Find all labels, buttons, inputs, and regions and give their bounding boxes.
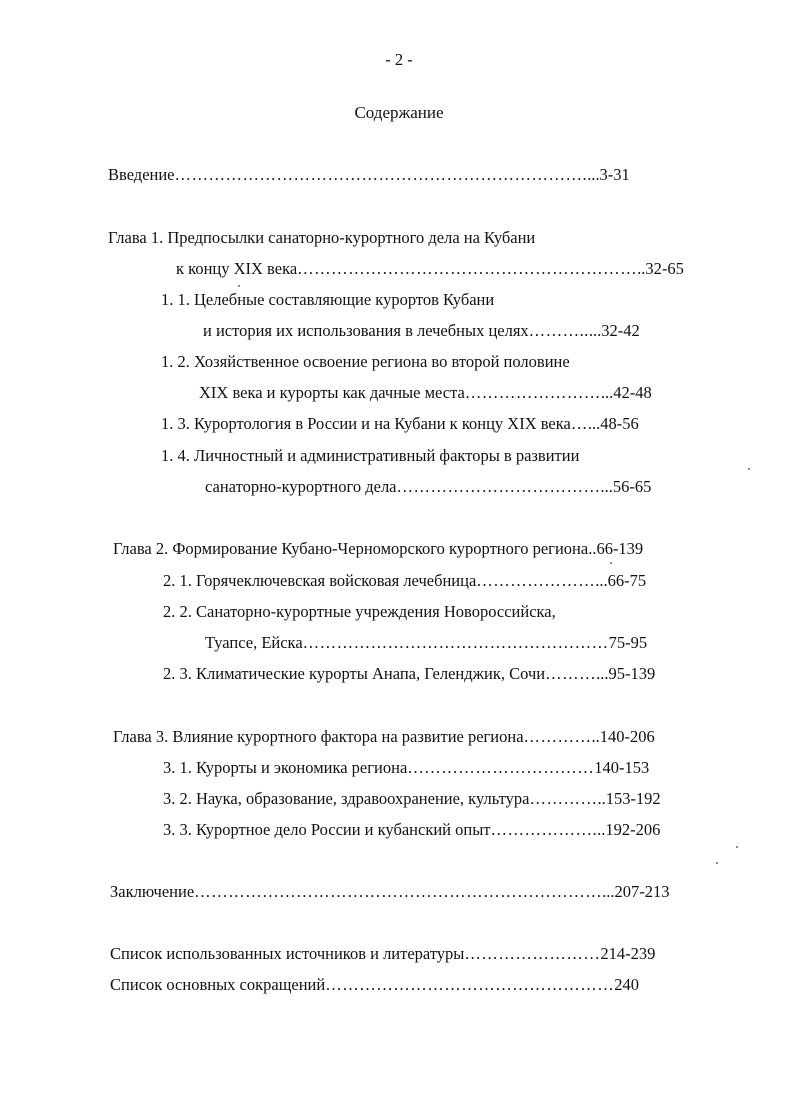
toc-entry-introduction[interactable] [108,167,630,184]
toc-entry-title: 3. 3. Курортное дело России и кубанский опыт [163,820,491,839]
toc-entry-title: к концу XIX века [176,259,298,278]
toc-section-2-3[interactable] [163,666,655,683]
scan-speck [716,862,718,864]
toc-entry-title: 3. 2. Наука, образование, здравоохранение, культура [163,789,530,808]
toc-entry-title: и история их использования в лечебных целях [203,321,529,340]
toc-leader-dots: …………………………… [407,758,595,777]
toc-leader-dots: …………………………………………… [325,975,615,994]
toc-leader-dots: ………………… [476,571,596,590]
toc-chapter-1-title[interactable]: Глава 1. Предпосылки санаторно-курортного дела на Кубани [108,228,536,247]
toc-leader-dots: ……………………………………………… [302,633,609,652]
toc-leader-dots: ………… [529,789,598,808]
toc-chapter-1-line2[interactable] [176,261,684,278]
toc-section-2-1[interactable] [163,573,646,590]
toc-entry-title: Глава 3. Влияние курортного фактора на развитие региона [113,727,524,746]
toc-page-range: ...42-48 [600,383,652,402]
toc-section-3-1[interactable] [163,760,649,777]
toc-leader-dots: ………… [523,727,592,746]
toc-section-1-3[interactable] [161,416,639,433]
toc-leader-dots: ……………………………… [396,477,601,496]
toc-page-range: ..153-192 [597,789,661,808]
toc-entry-title: санаторно-курортного дела [205,477,397,496]
toc-section-2-2-line2[interactable] [205,635,647,652]
toc-page-range: ...66-75 [595,571,647,590]
toc-entry-title: 2. 1. Горячеключевская войсковая лечебница [163,571,477,590]
toc-leader-dots: …………………………………………………… [297,259,638,278]
toc-page-range: ...32-42 [588,321,640,340]
toc-entry-conclusion[interactable] [110,884,670,901]
toc-leader-dots: ………………………………………………………………. [174,165,588,184]
toc-leader-dots: ……… [545,664,597,683]
scan-speck [610,562,612,564]
toc-entry-title: Туапсе, Ейска [205,633,303,652]
page-number: - 2 - [385,50,413,69]
toc-page-range: ...48-56 [587,414,639,433]
toc-entry-title: Введение [108,165,175,184]
toc-entry-sources[interactable] [110,946,655,963]
toc-entry-title: 3. 1. Курорты и экономика региона [163,758,408,777]
toc-page-range: ...56-65 [600,477,652,496]
toc-page-range: 140-153 [594,758,650,777]
toc-section-3-2[interactable] [163,791,661,808]
toc-page-range: ..32-65 [637,259,684,278]
toc-leader-dots: …………………… [464,944,601,963]
toc-page-range: ..192-206 [597,820,661,839]
toc-section-1-2-line2[interactable] [199,385,652,402]
toc-entry-title: 2. 3. Климатические курорты Анапа, Геленджик, Сочи [163,664,546,683]
toc-entry-title: XIX века и курорты как дачные места [199,383,465,402]
toc-leader-dots: ……………………………………………………………… [194,882,603,901]
toc-chapter-3[interactable] [113,729,655,746]
toc-page-range: 75-95 [608,633,648,652]
toc-section-2-2-title[interactable]: 2. 2. Санаторно-курортные учреждения Новороссийска, [163,602,556,621]
scan-speck [238,285,240,287]
scan-speck [736,846,738,848]
toc-page-range: 214-239 [600,944,656,963]
toc-leader-dots: ………………. [490,820,598,839]
toc-page-range: ..66-139 [588,539,644,558]
toc-page-range: 240 [614,975,639,994]
toc-leader-dots: …………………… [464,383,601,402]
toc-chapter-2[interactable] [113,541,643,558]
toc-section-1-2-title[interactable]: 1. 2. Хозяйственное освоение региона во второй половине [161,352,570,371]
toc-entry-title: Заключение [110,882,195,901]
scan-speck [748,468,750,470]
toc-page-range: ...3-31 [587,165,630,184]
toc-entry-title: Глава 2. Формирование Кубано-Черноморского курортного региона [113,539,589,558]
toc-entry-title: Список использованных источников и литературы [110,944,465,963]
toc-leader-dots: ……….. [528,321,589,340]
toc-section-1-4-line2[interactable] [205,479,651,496]
toc-page-range: ...207-213 [602,882,670,901]
page-title: Содержание [354,103,444,122]
toc-page-range: ..140-206 [591,727,655,746]
toc-entry-title: Список основных сокращений [110,975,326,994]
toc-section-1-4-title[interactable]: 1. 4. Личностный и административный факторы в развитии [161,446,580,465]
toc-entry-title: 1. 3. Курортология в России и на Кубани к концу XIX века [161,414,571,433]
toc-leader-dots: … [570,414,588,433]
toc-entry-abbreviations[interactable] [110,977,639,994]
toc-page-range: ...95-139 [596,664,656,683]
toc-section-3-3[interactable] [163,822,660,839]
toc-section-1-1-title[interactable]: 1. 1. Целебные составляющие курортов Кубани [161,290,495,309]
toc-section-1-1-line2[interactable] [203,323,640,340]
